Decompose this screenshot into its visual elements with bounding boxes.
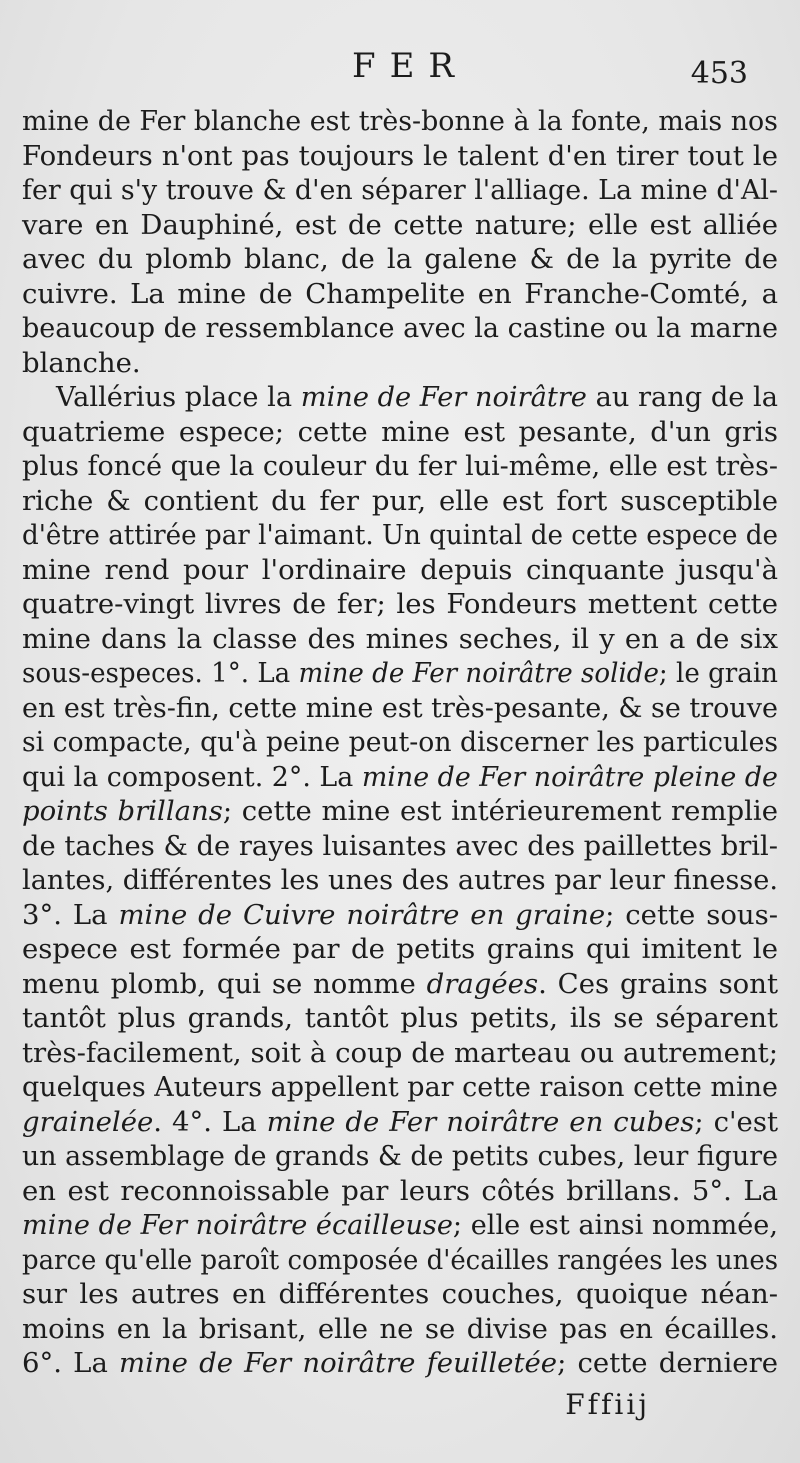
text-line: mine rend pour l'ordinaire depuis cinquante jusqu'à bbox=[22, 553, 778, 586]
text-line bbox=[22, 1346, 778, 1381]
text-run: ; elle est ainsi nommée, bbox=[452, 1209, 778, 1241]
text-run: Vallérius place la bbox=[56, 381, 301, 413]
text-line: mine de Fer blanche est très-bonne à la fonte, mais nos bbox=[22, 105, 778, 137]
text-line: plus foncé que la couleur du fer lui-même, elle est très- bbox=[22, 450, 779, 482]
text-run: ; cette derniere bbox=[557, 1347, 778, 1379]
text-run: ; cette mine est intérieurement remplie bbox=[222, 795, 778, 827]
text-run: . Ces grains sont bbox=[538, 967, 778, 1000]
text-line: avec du plomb blanc, de la galene & de la pyrite de bbox=[22, 243, 778, 275]
italic-term: mine de Fer noirâtre écailleuse bbox=[22, 1209, 453, 1241]
text-line: en est très-fin, cette mine est très-pesante, & se trouve bbox=[22, 691, 778, 724]
text-line: cuivre. La mine de Champelite en Franche-Comté, a bbox=[22, 277, 778, 310]
italic-term: points brillans bbox=[22, 795, 223, 827]
italic-term: mine de Fer noirâtre pleine de bbox=[361, 760, 778, 793]
text-run: sous-especes. 1°. La bbox=[22, 657, 299, 689]
italic-term: mine de Fer noirâtre en cubes bbox=[266, 1105, 695, 1138]
text-run: . 4°. La bbox=[153, 1105, 267, 1138]
italic-term: mine de Fer noirâtre bbox=[300, 381, 587, 413]
text-line: quatre-vingt livres de fer; les Fondeurs mettent cette bbox=[22, 588, 778, 620]
text-line bbox=[22, 656, 778, 691]
text-run: au rang de la bbox=[586, 381, 779, 413]
paragraph-2 bbox=[22, 380, 778, 1381]
text-line: quelques Auteurs appellent par cette raison cette mine bbox=[22, 1071, 778, 1103]
text-run: ; c'est bbox=[694, 1105, 778, 1138]
text-line: Fondeurs n'ont pas toujours le talent d'en tirer tout le bbox=[22, 139, 778, 172]
signature-mark: Fffiij bbox=[565, 1388, 650, 1421]
italic-term: grainelée bbox=[22, 1105, 154, 1138]
text-line: un assemblage de grands & de petits cubes, leur figure bbox=[22, 1140, 779, 1172]
text-line: fer qui s'y trouve & d'en séparer l'alliage. La mine d'Al- bbox=[22, 174, 779, 206]
italic-term: dragées bbox=[426, 967, 539, 1000]
text-run: 3°. La bbox=[22, 898, 119, 931]
text-line: de taches & de rayes luisantes avec des paillettes bril- bbox=[22, 829, 779, 862]
text-run: 6°. La bbox=[22, 1347, 120, 1379]
text-line bbox=[22, 380, 800, 415]
text-line: lantes, différentes les unes des autres par leur finesse. bbox=[22, 864, 779, 896]
italic-term: mine de Fer noirâtre solide bbox=[298, 657, 659, 689]
text-line bbox=[22, 1208, 778, 1243]
text-line: très-facilement, soit à coup de marteau ou autrement; bbox=[22, 1036, 778, 1069]
running-title: FER bbox=[352, 46, 469, 86]
text-line: beaucoup de ressemblance avec la castine ou la marne bbox=[22, 312, 779, 344]
text-line: espece est formée par de petits grains qui imitent le bbox=[22, 933, 778, 965]
text-line bbox=[22, 1105, 778, 1140]
text-line bbox=[22, 760, 778, 795]
text-line: si compacte, qu'à peine peut-on discerner les particules bbox=[22, 726, 779, 758]
text-line: mine dans la classe des mines seches, il y en a de six bbox=[22, 622, 778, 655]
text-run: ; le grain bbox=[658, 657, 778, 689]
text-line: parce qu'elle paroît composée d'écailles rangées les unes bbox=[22, 1243, 779, 1276]
text-line bbox=[22, 898, 778, 933]
text-line: sur les autres en différentes couches, quoique néan- bbox=[22, 1278, 778, 1310]
text-line: riche & contient du fer pur, elle est fort susceptible bbox=[22, 484, 778, 517]
text-line: blanche. bbox=[22, 346, 141, 379]
text-line: d'être attirée par l'aimant. Un quintal de cette espece de bbox=[22, 519, 778, 551]
italic-term: mine de Cuivre noirâtre en graine bbox=[118, 898, 606, 931]
text-line bbox=[22, 794, 778, 829]
text-line: moins en la brisant, elle ne se divise pas en écailles. bbox=[22, 1312, 778, 1345]
text-run: ; cette sous- bbox=[605, 898, 778, 931]
italic-term: mine de Fer noirâtre feuilletée bbox=[119, 1347, 558, 1379]
page-number: 453 bbox=[690, 56, 748, 91]
text-run: menu plomb, qui se nomme bbox=[22, 967, 427, 1000]
text-line bbox=[22, 967, 778, 1002]
running-head bbox=[22, 0, 778, 104]
text-line: tantôt plus grands, tantôt plus petits, ils se séparent bbox=[22, 1002, 778, 1034]
text-line: vare en Dauphiné, est de cette nature; elle est alliée bbox=[22, 208, 778, 241]
text-line: en est reconnoissable par leurs côtés brillans. 5°. La bbox=[22, 1174, 778, 1207]
text-run: qui la composent. 2°. La bbox=[22, 760, 362, 793]
body-text bbox=[22, 104, 778, 1381]
text-line: quatrieme espece; cette mine est pesante, d'un gris bbox=[22, 415, 778, 448]
paragraph-1 bbox=[22, 104, 778, 380]
